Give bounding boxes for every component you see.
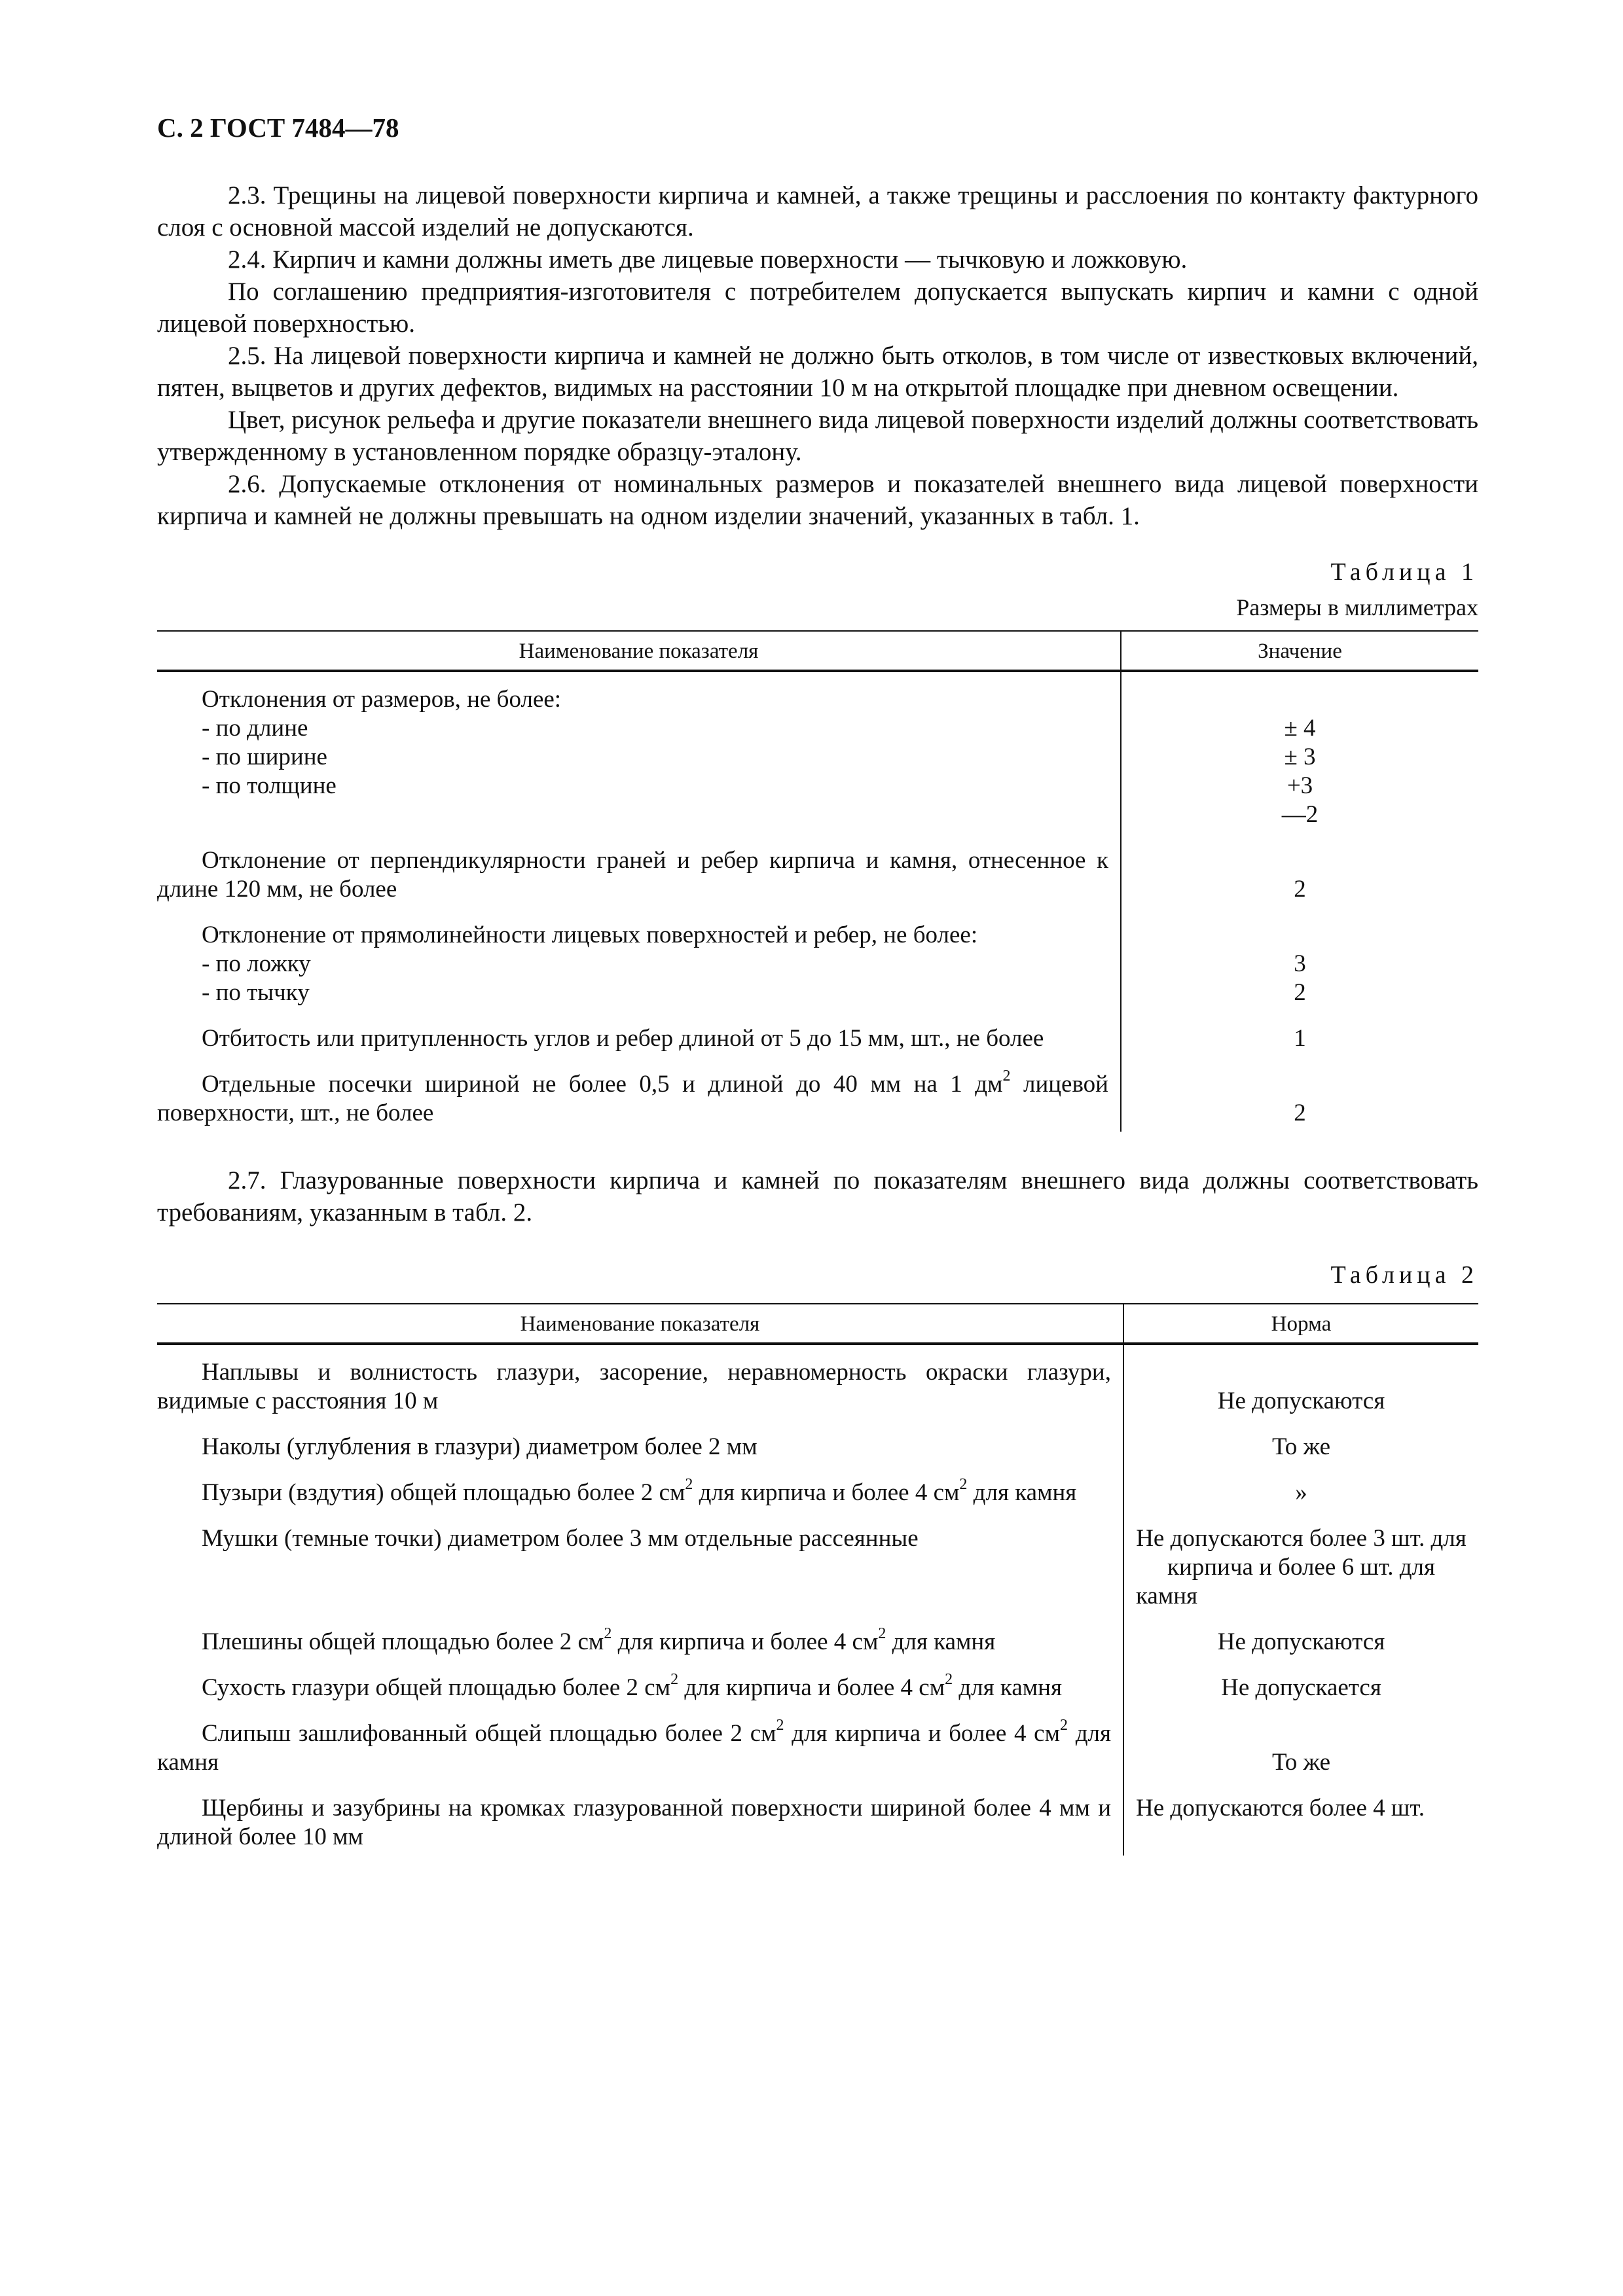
paragraph-2-4: 2.4. Кирпич и камни должны иметь две лицевые поверхности — тычковую и ложковую. bbox=[228, 245, 1188, 274]
table1-r5-value: 2 bbox=[1294, 1100, 1306, 1126]
table1-r1-values bbox=[1121, 671, 1478, 829]
table2-r6-name: Сухость глазури общей площадью более 2 $см^2$ для кирпича и более 4 $см^2$ для камня bbox=[157, 1657, 1123, 1702]
table2-r1-value: Не допускаются bbox=[1217, 1388, 1385, 1414]
table-row bbox=[157, 1611, 1478, 1657]
table1-col-value-header: Значение bbox=[1121, 631, 1478, 671]
table1-r4-value: 1 bbox=[1294, 1025, 1306, 1052]
table1-r1-width-value: ± 3 bbox=[1284, 744, 1316, 770]
table2-r4-value: Не допускаются более 3 шт. для кирпича и более 6 шт. для камня bbox=[1136, 1525, 1467, 1609]
table1-r3-face-value: 3 bbox=[1294, 950, 1306, 977]
document-page bbox=[157, 111, 1478, 1856]
table1-r2-name: Отклонение от перпендикулярности граней и ребер кирпича и камня, отнесенное к длине 120 мм, не более bbox=[157, 829, 1121, 904]
table1-r3-title: Отклонение от прямолинейности лицевых поверхностей и ребер, не более: bbox=[202, 922, 978, 948]
table2-r5-name: Плешины общей площадью более 2 $см^2$ для кирпича и более 4 $см^2$ для камня bbox=[157, 1611, 1123, 1657]
table1-r1-name bbox=[157, 671, 1121, 829]
paragraph-2-7: 2.7. Глазурованные поверхности кирпича и камней по показателям внешнего вида должны соответствовать требованиям, указанным в табл. 2. bbox=[157, 1166, 1478, 1227]
table2-col-name-header: Наименование показателя bbox=[157, 1304, 1123, 1344]
table1-r1-thickness-value-minus: —2 bbox=[1281, 801, 1319, 828]
table-row bbox=[157, 1462, 1478, 1507]
paragraph-2-5: 2.5. На лицевой поверхности кирпича и камней не должно быть отколов, в том числе от известковых включений, пятен, выцветов и других дефектов, видимых на расстоянии 10 м на открытой площадке при дневном освещении. bbox=[157, 342, 1478, 402]
table2-col-value-header: Норма bbox=[1123, 1304, 1478, 1344]
table1-r1-width: - по ширине bbox=[202, 744, 327, 770]
table2-r3-name: Пузыри (вздутия) общей площадью более 2 $см^2$ для кирпича и более 4 $см^2$ для камня bbox=[157, 1462, 1123, 1507]
paragraph-2-6: 2.6. Допускаемые отклонения от номинальных размеров и показателей внешнего вида лицевой поверхности кирпича и камней не должны превышать на одном изделии значений, указанных в табл. 1. bbox=[157, 470, 1478, 530]
table-row bbox=[157, 1344, 1478, 1416]
table2-caption: Таблица 2 bbox=[1330, 1261, 1478, 1289]
table1-col-name-header: Наименование показателя bbox=[157, 631, 1121, 671]
table-row bbox=[157, 1702, 1478, 1777]
table2-r2-value: То же bbox=[1271, 1433, 1331, 1460]
page-header: С. 2 ГОСТ 7484—78 bbox=[157, 113, 399, 143]
table2-r7-name: Слипыш зашлифованный общей площадью более 2 $см^2$ для кирпича и более 4 $см^2$ для камня bbox=[157, 1702, 1123, 1777]
table1-r3-face: - по ложку bbox=[202, 950, 311, 977]
table1-r5-name: Отдельные посечки шириной не более 0,5 и длиной до 40 мм на 1 $дм^2$ лицевой поверхности, шт., не более bbox=[157, 1053, 1121, 1132]
table2-r5-value: Не допускаются bbox=[1217, 1628, 1385, 1655]
table2 bbox=[157, 1303, 1478, 1856]
table-row bbox=[157, 904, 1478, 1007]
table1-r1-title: Отклонения от размеров, не более: bbox=[202, 686, 562, 713]
table1-r3-name bbox=[157, 904, 1121, 1007]
table-row bbox=[157, 1777, 1478, 1856]
table2-r1-name: Наплывы и волнистость глазури, засорение, неравномерность окраски глазури, видимые с расстояния 10 м bbox=[157, 1344, 1123, 1416]
table1-r1-thickness-value-plus: +3 bbox=[1286, 772, 1313, 799]
table2-r2-name: Наколы (углубления в глазури) диаметром более 2 мм bbox=[157, 1416, 1123, 1462]
table-row bbox=[157, 1507, 1478, 1611]
table1 bbox=[157, 630, 1478, 1132]
table1-r3-values bbox=[1121, 904, 1478, 1007]
table-row bbox=[157, 1053, 1478, 1132]
table1-r3-end: - по тычку bbox=[202, 979, 310, 1006]
table1-r1-thickness: - по толщине bbox=[202, 772, 337, 799]
table-row bbox=[157, 1007, 1478, 1053]
table-row bbox=[157, 671, 1478, 829]
body-text bbox=[157, 179, 1478, 532]
table2-r6-value: Не допускается bbox=[1221, 1674, 1381, 1701]
paragraph-2-5-note: Цвет, рисунок рельефа и другие показатели внешнего вида лицевой поверхности изделий должны соответствовать утвержденному в установленном порядке образцу-эталону. bbox=[157, 406, 1478, 466]
body-text-2 bbox=[157, 1164, 1478, 1229]
table2-r8-name: Щербины и зазубрины на кромках глазурованной поверхности шириной более 4 мм и длиной более 10 мм bbox=[157, 1777, 1123, 1856]
paragraph-2-4-note: По соглашению предприятия-изготовителя с потребителем допускается выпускать кирпич и камни с одной лицевой поверхностью. bbox=[157, 278, 1478, 338]
table-row bbox=[157, 1657, 1478, 1702]
paragraph-2-3: 2.3. Трещины на лицевой поверхности кирпича и камней, а также трещины и расслоения по контакту фактурного слоя с основной массой изделий не допускаются. bbox=[157, 181, 1478, 242]
table2-r3-value: » bbox=[1295, 1479, 1307, 1506]
table2-r8-value: Не допускаются более 4 шт. bbox=[1136, 1795, 1425, 1821]
table1-r3-end-value: 2 bbox=[1294, 979, 1306, 1006]
table1-r4-name: Отбитость или притупленность углов и ребер длиной от 5 до 15 мм, шт., не более bbox=[157, 1007, 1121, 1053]
table1-units: Размеры в миллиметрах bbox=[1236, 594, 1478, 620]
table1-r1-length: - по длине bbox=[202, 715, 308, 742]
table-row bbox=[157, 1416, 1478, 1462]
table2-r7-value: То же bbox=[1271, 1749, 1331, 1776]
table1-caption: Таблица 1 bbox=[1330, 558, 1478, 586]
table2-header-row bbox=[157, 1304, 1478, 1344]
table-row bbox=[157, 829, 1478, 904]
table2-r4-name: Мушки (темные точки) диаметром более 3 мм отдельные рассеянные bbox=[157, 1507, 1123, 1611]
table1-r2-value: 2 bbox=[1294, 876, 1306, 903]
table1-r1-length-value: ± 4 bbox=[1284, 715, 1316, 742]
table1-header-row bbox=[157, 631, 1478, 671]
